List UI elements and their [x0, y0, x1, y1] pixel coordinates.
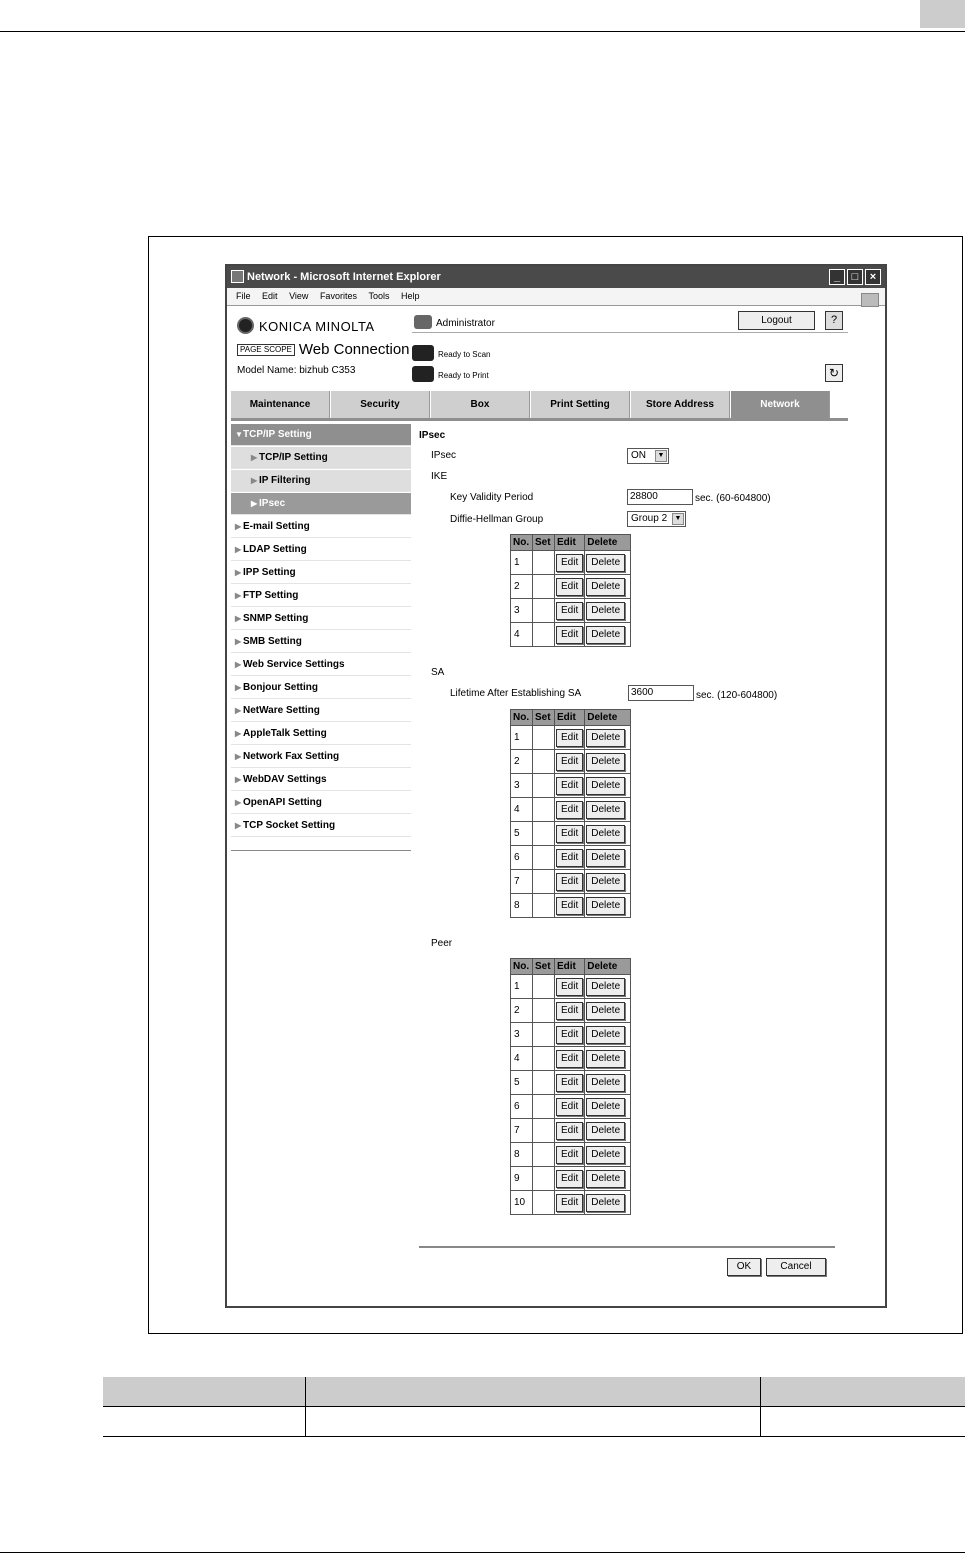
triangle-right-icon: ▶: [235, 683, 242, 692]
row-edit-cell: [555, 1143, 585, 1167]
row-number: 4: [511, 798, 533, 822]
row-edit-cell: [555, 1167, 585, 1191]
triangle-right-icon: ▶: [235, 706, 242, 715]
ike-delete-button[interactable]: Delete: [586, 554, 625, 572]
menu-help[interactable]: Help: [401, 291, 420, 301]
key-validity-range: sec. (60-604800): [695, 493, 771, 504]
table-row: [511, 1191, 631, 1215]
row-set-cell: [533, 1167, 555, 1191]
row-edit-cell: [555, 750, 585, 774]
triangle-right-icon: ▶: [235, 614, 242, 623]
sidebar-item-ldap[interactable]: [231, 539, 411, 561]
row-set-cell: [533, 1191, 555, 1215]
row-set-cell: [533, 774, 555, 798]
brand-name: KONICA MINOLTA: [259, 319, 375, 334]
row-delete-cell: [585, 870, 631, 894]
row-number: 2: [511, 750, 533, 774]
table-row: [511, 623, 631, 647]
menu-edit[interactable]: Edit: [262, 291, 278, 301]
row-delete-cell: [585, 551, 631, 575]
row-set-cell: [533, 999, 555, 1023]
close-button[interactable]: ×: [865, 269, 881, 285]
peer-edit-button[interactable]: Edit: [556, 1002, 583, 1020]
sidebar-item-label: WebDAV Settings: [243, 774, 327, 785]
minimize-button[interactable]: _: [829, 269, 845, 285]
konica-logo-icon: [237, 317, 254, 334]
triangle-down-icon: ▼: [235, 430, 243, 439]
triangle-right-icon: ▶: [251, 499, 258, 508]
print-status-text: Ready to Print: [438, 371, 489, 380]
column-header: No.: [511, 710, 533, 726]
sidebar-sub-ipsec[interactable]: [231, 493, 411, 515]
row-number: 4: [511, 1047, 533, 1071]
row-edit-cell: [555, 798, 585, 822]
sidebar-item-webdav[interactable]: [231, 769, 411, 791]
row-number: 1: [511, 726, 533, 750]
row-edit-cell: [555, 1071, 585, 1095]
sidebar-item-snmp[interactable]: [231, 608, 411, 630]
sidebar-group-label: TCP/IP Setting: [243, 429, 312, 440]
row-set-cell: [533, 1071, 555, 1095]
footer-rule: [419, 1246, 835, 1248]
admin-icon: [414, 315, 432, 329]
row-edit-cell: [555, 846, 585, 870]
peer-delete-button[interactable]: Delete: [586, 1146, 625, 1164]
sa-label: SA: [431, 667, 445, 678]
row-edit-cell: [555, 599, 585, 623]
triangle-right-icon: ▶: [235, 545, 242, 554]
column-header: Set: [533, 959, 555, 975]
sa-edit-button[interactable]: Edit: [556, 777, 583, 795]
sa-delete-button[interactable]: Delete: [586, 801, 625, 819]
peer-delete-button[interactable]: Delete: [586, 1074, 625, 1092]
table-row: [511, 1023, 631, 1047]
row-delete-cell: [585, 599, 631, 623]
peer-edit-button[interactable]: Edit: [556, 1074, 583, 1092]
header-divider: [412, 332, 848, 333]
row-edit-cell: [555, 551, 585, 575]
windows-logo-icon: [861, 293, 879, 307]
row-edit-cell: [555, 894, 585, 918]
row-number: 9: [511, 1167, 533, 1191]
menu-tools[interactable]: Tools: [368, 291, 390, 301]
peer-edit-button[interactable]: Edit: [556, 1194, 583, 1212]
sidebar-item-label: AppleTalk Setting: [243, 728, 327, 739]
table-row: [511, 870, 631, 894]
ike-delete-button[interactable]: Delete: [586, 578, 625, 596]
triangle-right-icon: ▶: [235, 775, 242, 784]
sidebar-item-network-fax[interactable]: [231, 746, 411, 768]
sa-edit-button[interactable]: Edit: [556, 825, 583, 843]
sa-edit-button[interactable]: Edit: [556, 897, 583, 915]
tab-maintenance[interactable]: Maintenance: [231, 391, 330, 418]
sidebar-item-web-service[interactable]: [231, 654, 411, 676]
page-title: IPsec: [419, 430, 446, 441]
sidebar-item-label: IPP Setting: [243, 567, 296, 578]
row-number: 8: [511, 894, 533, 918]
ike-edit-button[interactable]: Edit: [556, 554, 583, 572]
column-header: Delete: [585, 710, 631, 726]
sidebar-item-label: E-mail Setting: [243, 521, 310, 532]
row-edit-cell: [555, 575, 585, 599]
sa-delete-button[interactable]: Delete: [586, 873, 625, 891]
peer-delete-button[interactable]: Delete: [586, 1002, 625, 1020]
column-header: Edit: [555, 959, 585, 975]
ike-edit-button[interactable]: Edit: [556, 602, 583, 620]
peer-edit-button[interactable]: Edit: [556, 1146, 583, 1164]
menu-file[interactable]: File: [236, 291, 251, 301]
row-set-cell: [533, 870, 555, 894]
peer-label: Peer: [431, 938, 453, 949]
lifetime-label: Lifetime After Establishing SA: [450, 688, 582, 699]
key-validity-label: Key Validity Period: [450, 492, 534, 503]
row-set-cell: [533, 623, 555, 647]
sidebar-item-smb[interactable]: [231, 631, 411, 653]
row-number: 2: [511, 999, 533, 1023]
ie-icon: [231, 270, 244, 283]
peer-edit-button[interactable]: Edit: [556, 1098, 583, 1116]
printer-icon: [412, 366, 434, 382]
triangle-right-icon: ▶: [235, 522, 242, 531]
ipsec-select-value: ON: [631, 450, 646, 461]
row-delete-cell: [585, 1143, 631, 1167]
lifetime-input[interactable]: 3600: [628, 685, 694, 701]
peer-edit-button[interactable]: Edit: [556, 1026, 583, 1044]
row-delete-cell: [585, 575, 631, 599]
peer-delete-button[interactable]: Delete: [586, 1122, 625, 1140]
row-set-cell: [533, 575, 555, 599]
table-row: [511, 1047, 631, 1071]
triangle-right-icon: ▶: [235, 752, 242, 761]
row-edit-cell: [555, 1095, 585, 1119]
row-number: 5: [511, 822, 533, 846]
table-rule: [103, 1436, 965, 1437]
triangle-right-icon: ▶: [235, 798, 242, 807]
dh-group-label: Diffie-Hellman Group: [450, 514, 544, 525]
pagescope-logo: PAGE SCOPE: [237, 344, 295, 356]
row-set-cell: [533, 1047, 555, 1071]
ike-label: IKE: [431, 471, 448, 482]
tab-box[interactable]: Box: [431, 391, 530, 418]
row-edit-cell: [555, 999, 585, 1023]
sa-edit-button[interactable]: Edit: [556, 729, 583, 747]
sidebar-item-label: TCP Socket Setting: [243, 820, 336, 831]
row-number: 3: [511, 774, 533, 798]
sa-table: [510, 709, 631, 918]
sidebar-item-tcp-socket[interactable]: [231, 815, 411, 837]
row-set-cell: [533, 822, 555, 846]
row-delete-cell: [585, 822, 631, 846]
sa-edit-button[interactable]: Edit: [556, 753, 583, 771]
row-number: 5: [511, 1071, 533, 1095]
menu-bar: [227, 288, 885, 306]
row-edit-cell: [555, 1119, 585, 1143]
table-row: [511, 1071, 631, 1095]
triangle-right-icon: ▶: [235, 660, 242, 669]
sa-edit-button[interactable]: Edit: [556, 801, 583, 819]
model-name: Model Name: bizhub C353: [237, 365, 356, 376]
menu-view[interactable]: View: [289, 291, 309, 301]
ipsec-label: IPsec: [431, 450, 457, 461]
table-row: [511, 726, 631, 750]
row-set-cell: [533, 750, 555, 774]
peer-edit-button[interactable]: Edit: [556, 1170, 583, 1188]
ike-delete-button[interactable]: Delete: [586, 602, 625, 620]
row-number: 1: [511, 975, 533, 999]
table-row: [511, 894, 631, 918]
peer-edit-button[interactable]: Edit: [556, 1122, 583, 1140]
row-delete-cell: [585, 1119, 631, 1143]
triangle-right-icon: ▶: [235, 591, 242, 600]
sidebar-item-email[interactable]: [231, 516, 411, 538]
row-delete-cell: [585, 1047, 631, 1071]
sidebar-sub-label: IP Filtering: [259, 475, 311, 486]
row-number: 7: [511, 870, 533, 894]
peer-delete-button[interactable]: Delete: [586, 1170, 625, 1188]
row-number: 3: [511, 599, 533, 623]
row-number: 3: [511, 1023, 533, 1047]
column-header: No.: [511, 535, 533, 551]
cancel-button[interactable]: Cancel: [766, 1258, 826, 1276]
row-set-cell: [533, 798, 555, 822]
row-number: 4: [511, 623, 533, 647]
row-delete-cell: [585, 798, 631, 822]
maximize-button[interactable]: □: [847, 269, 863, 285]
column-header: Set: [533, 710, 555, 726]
row-delete-cell: [585, 1023, 631, 1047]
sidebar-item-ipp[interactable]: [231, 562, 411, 584]
row-edit-cell: [555, 774, 585, 798]
row-set-cell: [533, 846, 555, 870]
row-delete-cell: [585, 1071, 631, 1095]
triangle-right-icon: ▶: [251, 476, 258, 485]
row-edit-cell: [555, 1047, 585, 1071]
row-delete-cell: [585, 975, 631, 999]
table-row: [511, 822, 631, 846]
table-row: [511, 1095, 631, 1119]
sidebar-item-bonjour[interactable]: [231, 677, 411, 699]
description-table-header: [103, 1377, 965, 1406]
row-set-cell: [533, 1095, 555, 1119]
row-set-cell: [533, 894, 555, 918]
sidebar-item-label: OpenAPI Setting: [243, 797, 322, 808]
row-edit-cell: [555, 726, 585, 750]
browser-window: [225, 264, 887, 1308]
page-top-rule: [0, 31, 965, 32]
sidebar-item-label: NetWare Setting: [243, 705, 320, 716]
table-row: [511, 774, 631, 798]
row-number: 7: [511, 1119, 533, 1143]
sa-delete-button[interactable]: Delete: [586, 729, 625, 747]
scan-status: [412, 345, 490, 361]
tab-underline: [231, 418, 848, 421]
row-number: 1: [511, 551, 533, 575]
ipsec-select[interactable]: [627, 448, 669, 464]
chevron-down-icon: ▼: [655, 450, 667, 462]
ok-button[interactable]: OK: [727, 1258, 761, 1276]
sidebar-item-label: Bonjour Setting: [243, 682, 318, 693]
row-delete-cell: [585, 894, 631, 918]
row-edit-cell: [555, 1191, 585, 1215]
column-header: Edit: [555, 535, 585, 551]
row-set-cell: [533, 599, 555, 623]
tab-network[interactable]: Network: [731, 391, 830, 418]
column-header: Set: [533, 535, 555, 551]
row-delete-cell: [585, 846, 631, 870]
table-row: [511, 999, 631, 1023]
row-number: 2: [511, 575, 533, 599]
peer-delete-button[interactable]: Delete: [586, 1026, 625, 1044]
row-edit-cell: [555, 822, 585, 846]
logout-button[interactable]: Logout: [738, 311, 815, 330]
row-delete-cell: [585, 750, 631, 774]
product-name: Web Connection: [298, 341, 410, 358]
table-row: [511, 975, 631, 999]
row-set-cell: [533, 1119, 555, 1143]
table-rule: [103, 1406, 965, 1407]
ike-delete-button[interactable]: Delete: [586, 626, 625, 644]
window-title: Network - Microsoft Internet Explorer: [247, 271, 441, 283]
triangle-right-icon: ▶: [235, 729, 242, 738]
sidebar-bottom-rule: [231, 850, 411, 851]
ike-edit-button[interactable]: Edit: [556, 626, 583, 644]
refresh-button[interactable]: ↻: [825, 364, 843, 382]
row-number: 6: [511, 1095, 533, 1119]
table-row: [511, 798, 631, 822]
tab-store-address[interactable]: Store Address: [631, 391, 730, 418]
peer-delete-button[interactable]: Delete: [586, 1194, 625, 1212]
menu-favorites[interactable]: Favorites: [319, 291, 357, 301]
sa-delete-button[interactable]: Delete: [586, 897, 625, 915]
scanner-icon: [412, 345, 434, 361]
lifetime-range: sec. (120-604800): [696, 690, 778, 701]
sidebar-item-label: SNMP Setting: [243, 613, 309, 624]
table-row: [511, 1143, 631, 1167]
ike-edit-button[interactable]: Edit: [556, 578, 583, 596]
sidebar-sub-ip-filtering[interactable]: [231, 470, 411, 492]
title-bar: [227, 266, 885, 288]
sidebar-item-label: Web Service Settings: [243, 659, 345, 670]
sidebar-item-netware[interactable]: [231, 700, 411, 722]
chevron-down-icon: ▼: [672, 513, 684, 525]
row-set-cell: [533, 1023, 555, 1047]
triangle-right-icon: ▶: [251, 453, 258, 462]
table-row: [511, 575, 631, 599]
row-delete-cell: [585, 774, 631, 798]
column-header: Edit: [555, 710, 585, 726]
row-delete-cell: [585, 623, 631, 647]
table-row: [511, 750, 631, 774]
sa-delete-button[interactable]: Delete: [586, 825, 625, 843]
column-header: Delete: [585, 959, 631, 975]
row-set-cell: [533, 726, 555, 750]
table-row: [511, 599, 631, 623]
scan-status-text: Ready to Scan: [438, 350, 491, 359]
row-delete-cell: [585, 1095, 631, 1119]
dh-group-select[interactable]: [627, 511, 686, 527]
sidebar-item-label: FTP Setting: [243, 590, 299, 601]
peer-table: [510, 958, 631, 1215]
dh-group-select-value: Group 2: [631, 513, 668, 524]
sidebar-item-openapi[interactable]: [231, 792, 411, 814]
tab-security[interactable]: Security: [331, 391, 430, 418]
sidebar-item-label: SMB Setting: [243, 636, 302, 647]
key-validity-input[interactable]: 28800: [627, 489, 693, 505]
peer-edit-button[interactable]: Edit: [556, 1050, 583, 1068]
ike-table: [510, 534, 631, 647]
row-set-cell: [533, 1143, 555, 1167]
sidebar-group-tcpip[interactable]: [231, 424, 411, 446]
tab-print-setting[interactable]: Print Setting: [531, 391, 630, 418]
help-button[interactable]: ?: [825, 311, 843, 330]
page-number-tab: [920, 0, 965, 28]
print-status: [412, 366, 489, 382]
user-name: Administrator: [436, 318, 495, 329]
sidebar-item-appletalk[interactable]: [231, 723, 411, 745]
sidebar-sub-label: TCP/IP Setting: [259, 452, 328, 463]
row-delete-cell: [585, 1167, 631, 1191]
row-delete-cell: [585, 726, 631, 750]
row-edit-cell: [555, 870, 585, 894]
sa-edit-button[interactable]: Edit: [556, 849, 583, 867]
sidebar-item-label: LDAP Setting: [243, 544, 307, 555]
row-number: 10: [511, 1191, 533, 1215]
peer-delete-button[interactable]: Delete: [586, 1050, 625, 1068]
sidebar-sub-label: IPsec: [259, 498, 286, 509]
sa-delete-button[interactable]: Delete: [586, 849, 625, 867]
column-header: Delete: [585, 535, 631, 551]
row-delete-cell: [585, 999, 631, 1023]
table-row: [511, 846, 631, 870]
row-edit-cell: [555, 975, 585, 999]
product-logo: [237, 341, 410, 358]
page-bottom-rule: [0, 1552, 965, 1553]
triangle-right-icon: ▶: [235, 637, 242, 646]
row-edit-cell: [555, 623, 585, 647]
user-indicator: [414, 315, 495, 329]
sa-edit-button[interactable]: Edit: [556, 873, 583, 891]
brand-logo: [237, 317, 375, 334]
sidebar-item-label: Network Fax Setting: [243, 751, 340, 762]
row-set-cell: [533, 975, 555, 999]
table-row: [511, 1167, 631, 1191]
row-edit-cell: [555, 1023, 585, 1047]
peer-delete-button[interactable]: Delete: [586, 1098, 625, 1116]
row-number: 6: [511, 846, 533, 870]
column-header: No.: [511, 959, 533, 975]
row-delete-cell: [585, 1191, 631, 1215]
sidebar-sub-tcpip[interactable]: [231, 447, 411, 469]
sidebar-item-ftp[interactable]: [231, 585, 411, 607]
table-row: [511, 1119, 631, 1143]
row-number: 8: [511, 1143, 533, 1167]
peer-delete-button[interactable]: Delete: [586, 978, 625, 996]
peer-edit-button[interactable]: Edit: [556, 978, 583, 996]
table-row: [511, 551, 631, 575]
triangle-right-icon: ▶: [235, 568, 242, 577]
row-set-cell: [533, 551, 555, 575]
triangle-right-icon: ▶: [235, 821, 242, 830]
sa-delete-button[interactable]: Delete: [586, 753, 625, 771]
sa-delete-button[interactable]: Delete: [586, 777, 625, 795]
